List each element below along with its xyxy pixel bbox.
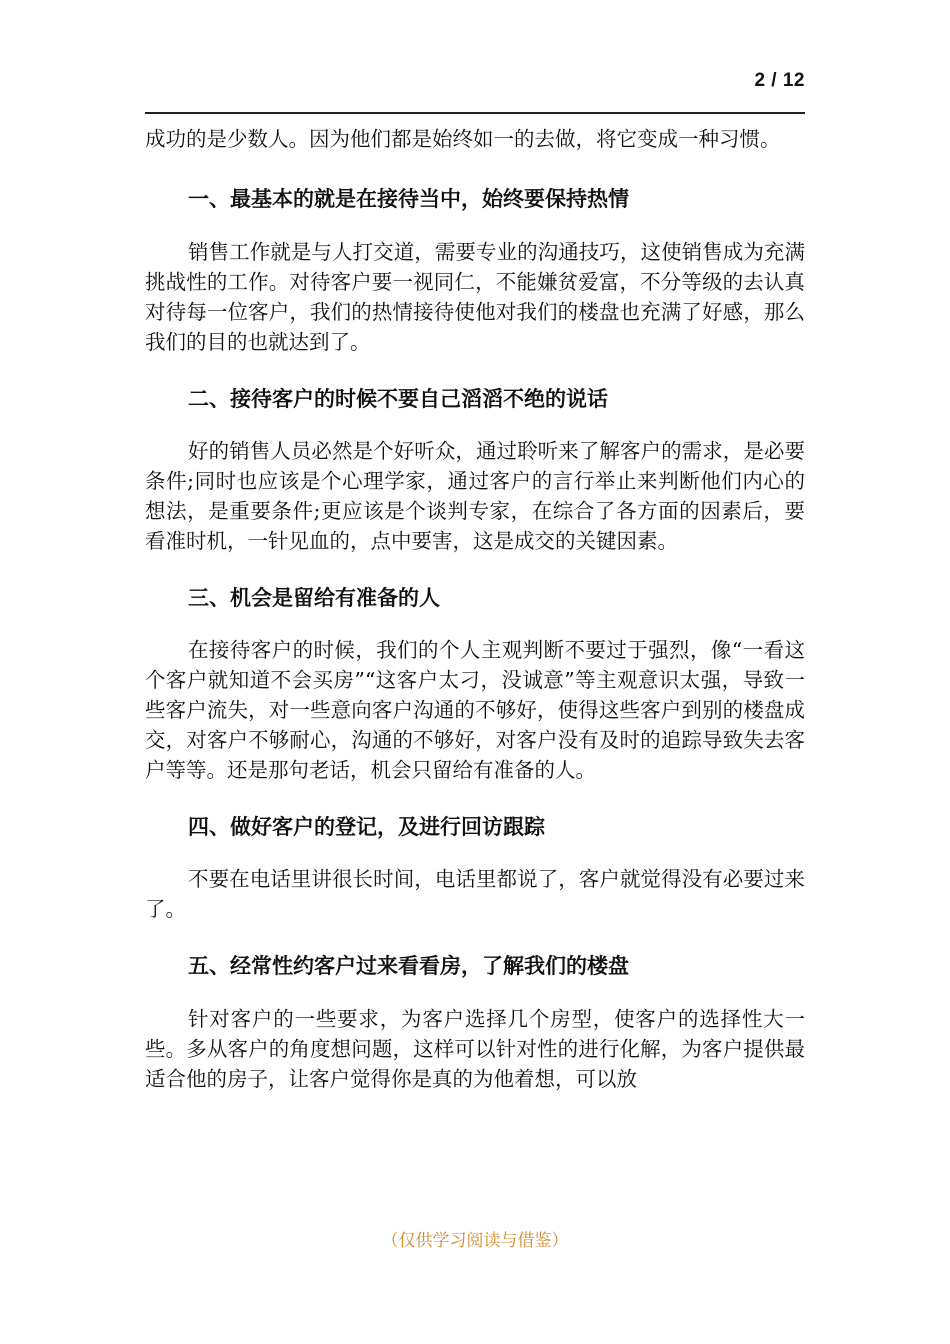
section-2-paragraph: 好的销售人员必然是个好听众，通过聆听来了解客户的需求，是必要条件;同时也应该是个心理学家，通过客户的言行举止来判断他们内心的想法，是重要条件;更应该是个谈判专家，在综合了各方面的因素后，要看准时机，一针见血的，点中要害，这是成交的关键因素。	[145, 439, 805, 553]
page-number: 2 / 12	[754, 70, 805, 91]
section-5-paragraph: 针对客户的一些要求，为客户选择几个房型，使客户的选择性大一些。多从客户的角度想问题，这样可以针对性的进行化解，为客户提供最适合他的房子，让客户觉得你是真的为他着想，可以放	[145, 1007, 805, 1091]
section-3-heading: 三、机会是留给有准备的人	[188, 586, 440, 610]
section-5-heading: 五、经常性约客户过来看看房，了解我们的楼盘	[188, 954, 629, 978]
section-4-heading: 四、做好客户的登记，及进行回访跟踪	[188, 815, 545, 839]
section-1-paragraph: 销售工作就是与人打交道，需要专业的沟通技巧，这使销售成为充满挑战性的工作。对待客户要一视同仁，不能嫌贫爱富，不分等级的去认真对待每一位客户，我们的热情接待使他对我们的楼盘也充满了好感，那么我们的目的也就达到了。	[145, 240, 805, 354]
section-2-heading: 二、接待客户的时候不要自己滔滔不绝的说话	[188, 387, 608, 411]
intro-paragraph: 成功的是少数人。因为他们都是始终如一的去做，将它变成一种习惯。	[145, 127, 781, 151]
section-3-paragraph: 在接待客户的时候，我们的个人主观判断不要过于强烈，像“一看这个客户就知道不会买房”“这客户太刁，没诚意”等主观意识太强，导致一些客户流失，对一些意向客户沟通的不够好，使得这些客户到别的楼盘成交，对客户不够耐心，沟通的不够好，对客户没有及时的追踪导致失去客户等等。还是那句老话，机会只留给有准备的人。	[145, 638, 805, 782]
document-body	[145, 124, 805, 1094]
section-1-heading: 一、最基本的就是在接待当中，始终要保持热情	[188, 187, 629, 211]
header-divider	[145, 112, 805, 114]
footer-note: （仅供学习阅读与借鉴）	[381, 1231, 569, 1251]
section-4-paragraph: 不要在电话里讲很长时间，电话里都说了，客户就觉得没有必要过来了。	[145, 867, 805, 921]
